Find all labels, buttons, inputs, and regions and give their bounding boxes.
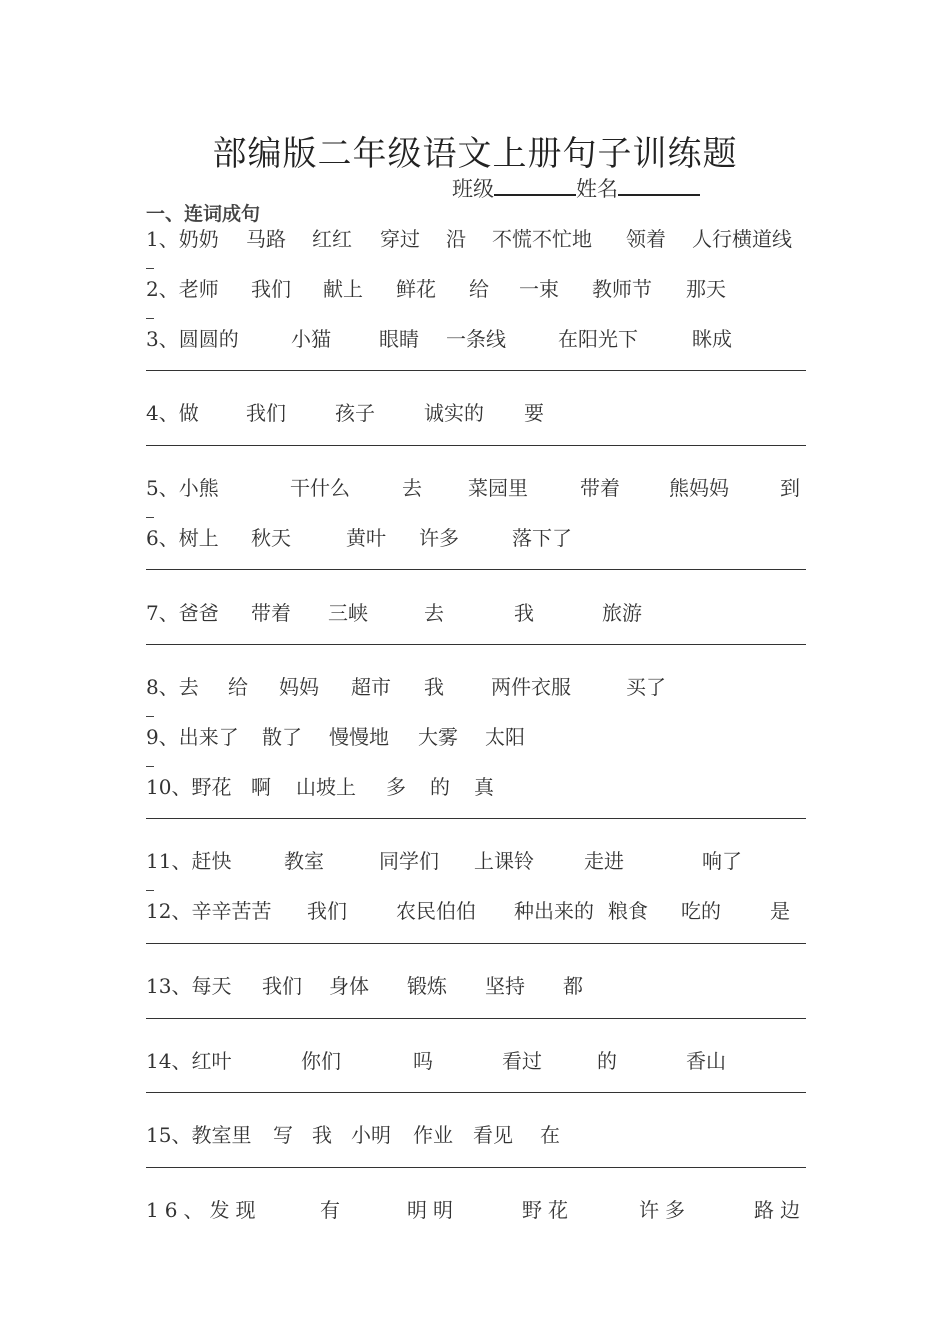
word: 领着 [626, 227, 666, 251]
word: 粮食 [608, 899, 648, 923]
word: 教室 [284, 849, 324, 873]
answer-mark [146, 268, 154, 269]
answer-mark [146, 517, 154, 518]
word: 我们 [246, 401, 286, 425]
question-14 [146, 1045, 808, 1075]
word: 一条线 [446, 327, 506, 351]
answer-mark [146, 890, 154, 891]
word: 小猫 [291, 327, 331, 351]
word: 种出来的 [514, 899, 594, 923]
word: 到 [780, 476, 800, 500]
word: 16、发现 [146, 1198, 262, 1222]
word: 菜园里 [468, 476, 528, 500]
word: 3、圆圆的 [146, 327, 239, 351]
word: 秋天 [251, 526, 291, 550]
answer-line[interactable] [146, 818, 806, 819]
question-5 [146, 472, 808, 502]
question-6 [146, 522, 808, 552]
word: 13、每天 [146, 974, 232, 998]
answer-line[interactable] [146, 1167, 806, 1168]
word: 在阳光下 [558, 327, 638, 351]
word: 三峡 [328, 601, 368, 625]
word: 我 [514, 601, 534, 625]
word: 大雾 [418, 725, 458, 749]
answer-line[interactable] [146, 644, 806, 645]
word: 锻炼 [407, 974, 447, 998]
question-1 [146, 223, 808, 253]
word: 看见 [473, 1123, 513, 1147]
word: 14、红叶 [146, 1049, 232, 1073]
word: 1、奶奶 [146, 227, 219, 251]
word: 农民伯伯 [396, 899, 476, 923]
word: 9、出来了 [146, 725, 239, 749]
class-blank[interactable] [494, 174, 576, 196]
word: 慢慢地 [329, 725, 389, 749]
word: 香山 [686, 1049, 726, 1073]
word: 沿 [446, 227, 466, 251]
answer-line[interactable] [146, 1092, 806, 1093]
question-12 [146, 895, 808, 925]
answer-mark [146, 766, 154, 767]
word: 落下了 [512, 526, 572, 550]
word: 鲜花 [396, 277, 436, 301]
word: 去 [424, 601, 444, 625]
word: 穿过 [380, 227, 420, 251]
answer-mark [146, 716, 154, 717]
word: 超市 [351, 675, 391, 699]
word: 的 [430, 775, 450, 799]
word: 啊 [251, 775, 271, 799]
word: 山坡上 [296, 775, 356, 799]
word: 同学们 [379, 849, 439, 873]
word: 许多 [639, 1198, 691, 1222]
word: 坚持 [485, 974, 525, 998]
question-2 [146, 273, 808, 303]
answer-line[interactable] [146, 1018, 806, 1019]
word: 黄叶 [346, 526, 386, 550]
class-name-line [452, 173, 700, 203]
question-13 [146, 970, 808, 1000]
word: 眼睛 [379, 327, 419, 351]
word: 我们 [307, 899, 347, 923]
word: 作业 [413, 1123, 453, 1147]
word: 去 [402, 476, 422, 500]
word: 我 [312, 1123, 332, 1147]
question-4 [146, 397, 808, 427]
word: 走进 [584, 849, 624, 873]
word: 有 [320, 1198, 346, 1222]
answer-line[interactable] [146, 445, 806, 446]
section-title: 一、连词成句 [146, 203, 261, 225]
word: 我们 [262, 974, 302, 998]
question-9 [146, 721, 808, 751]
word: 两件衣服 [491, 675, 571, 699]
word: 6、树上 [146, 526, 219, 550]
word: 4、做 [146, 401, 199, 425]
word: 旅游 [602, 601, 642, 625]
word: 买了 [626, 675, 666, 699]
word: 人行横道线 [692, 227, 792, 251]
word: 响了 [702, 849, 742, 873]
word: 不慌不忙地 [492, 227, 592, 251]
question-3 [146, 323, 808, 353]
word: 带着 [251, 601, 291, 625]
class-label: 班级 [452, 177, 494, 201]
word: 诚实的 [424, 401, 484, 425]
question-11 [146, 845, 808, 875]
word: 上课铃 [474, 849, 534, 873]
word: 眯成 [692, 327, 732, 351]
word: 10、野花 [146, 775, 232, 799]
word: 8、去 [146, 675, 199, 699]
name-blank[interactable] [618, 174, 700, 196]
word: 太阳 [485, 725, 525, 749]
word: 一束 [519, 277, 559, 301]
name-label: 姓名 [576, 177, 618, 201]
word: 7、爸爸 [146, 601, 219, 625]
answer-mark [146, 318, 154, 319]
word: 吃的 [681, 899, 721, 923]
word: 散了 [262, 725, 302, 749]
answer-line[interactable] [146, 943, 806, 944]
word: 多 [386, 775, 406, 799]
page-title: 部编版二年级语文上册句子训练题 [212, 134, 738, 174]
word: 要 [524, 401, 544, 425]
word: 12、辛辛苦苦 [146, 899, 272, 923]
word: 给 [469, 277, 489, 301]
question-10 [146, 771, 808, 801]
question-16 [146, 1194, 808, 1224]
word: 马路 [246, 227, 286, 251]
word: 干什么 [290, 476, 350, 500]
word: 教师节 [592, 277, 652, 301]
word: 小明 [351, 1123, 391, 1147]
word: 熊妈妈 [669, 476, 729, 500]
word: 的 [597, 1049, 617, 1073]
word: 献上 [323, 277, 363, 301]
word: 写 [273, 1123, 293, 1147]
word: 红红 [312, 227, 352, 251]
question-8 [146, 671, 808, 701]
word: 看过 [502, 1049, 542, 1073]
word: 妈妈 [279, 675, 319, 699]
word: 给 [228, 675, 248, 699]
word: 15、教室里 [146, 1123, 252, 1147]
word: 吗 [413, 1049, 433, 1073]
word: 路边 [754, 1198, 806, 1222]
answer-line[interactable] [146, 370, 806, 371]
word: 身体 [329, 974, 369, 998]
question-15 [146, 1119, 808, 1149]
word: 都 [563, 974, 583, 998]
word: 是 [770, 899, 790, 923]
answer-line[interactable] [146, 569, 806, 570]
word: 5、小熊 [146, 476, 219, 500]
word: 2、老师 [146, 277, 219, 301]
word: 真 [474, 775, 494, 799]
word: 我们 [251, 277, 291, 301]
word: 你们 [301, 1049, 341, 1073]
word: 孩子 [335, 401, 375, 425]
question-7 [146, 597, 808, 627]
word: 在 [540, 1123, 560, 1147]
word: 我 [424, 675, 444, 699]
word: 带着 [580, 476, 620, 500]
word: 那天 [686, 277, 726, 301]
word: 11、赶快 [146, 849, 232, 873]
word: 野花 [522, 1198, 574, 1222]
word: 许多 [419, 526, 459, 550]
word: 明明 [407, 1198, 459, 1222]
